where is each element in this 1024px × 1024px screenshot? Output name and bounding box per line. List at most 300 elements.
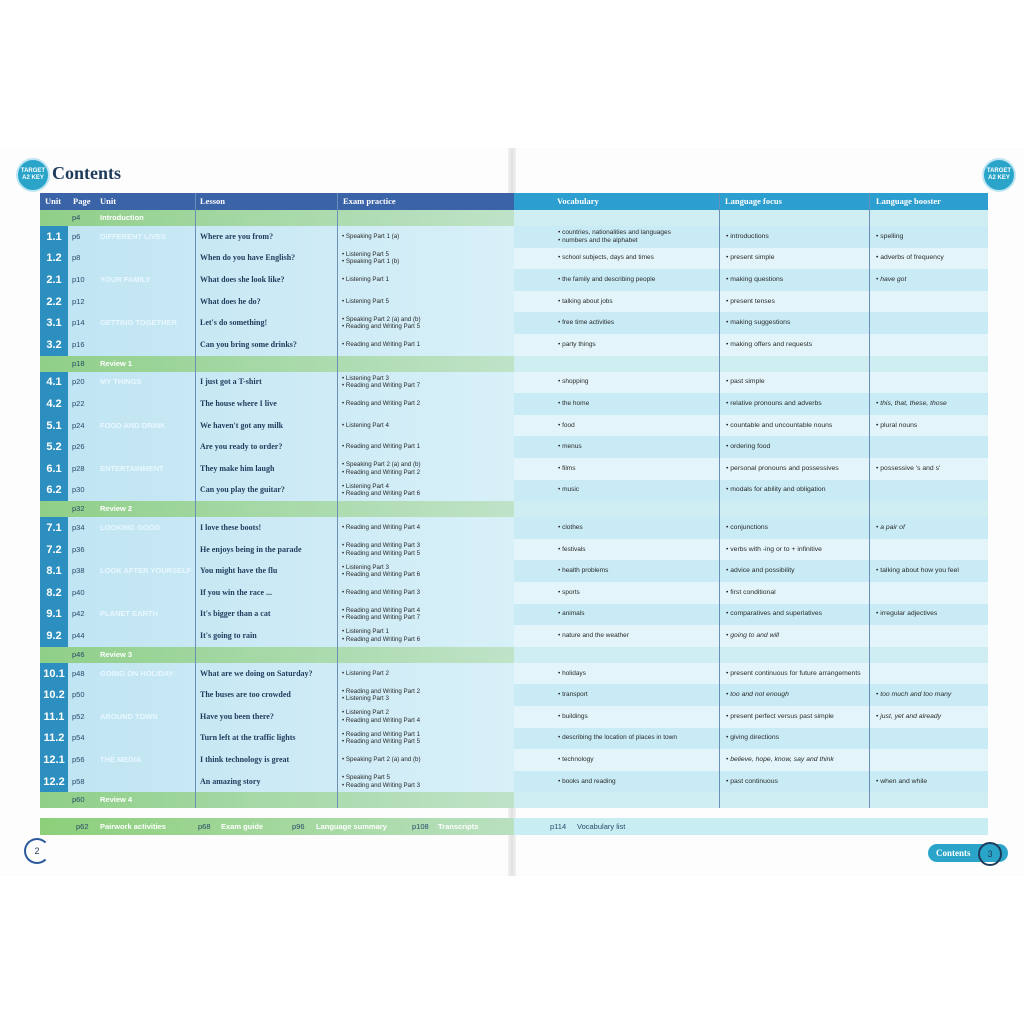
unit-title: FOOD AND DRINK (100, 420, 166, 430)
exam-item: • Reading and Writing Part 1 (342, 730, 421, 738)
exam-practice (342, 539, 472, 561)
unit-number: 7.2 (40, 539, 68, 561)
unit-number: 11.1 (40, 706, 68, 728)
header-exam-practice: Exam practice (343, 196, 396, 206)
unit-number: 6.2 (40, 480, 68, 502)
table-row (40, 269, 988, 291)
language-focus: • past continuous (726, 777, 778, 785)
exam-practice (342, 248, 472, 270)
unit-title (100, 291, 195, 313)
lesson-title: Turn left at the traffic lights (200, 733, 296, 743)
appendix-label: Pairwork activities (100, 822, 166, 831)
table-row (40, 684, 988, 706)
lesson-page: p12 (72, 296, 85, 306)
language-focus: • making offers and requests (726, 340, 813, 348)
lesson-page: p48 (72, 668, 85, 678)
exam-item: • Reading and Writing Part 3 (342, 589, 421, 597)
unit-title: AROUND TOWN (100, 711, 158, 721)
exam-item: • Speaking Part 5 (342, 774, 390, 782)
exam-item: • Listening Part 2 (342, 709, 389, 717)
lesson-page: p44 (72, 630, 85, 640)
unit-title (100, 480, 195, 502)
language-focus: • going to and will (726, 631, 780, 639)
language-focus: • personal pronouns and possessives (726, 464, 839, 472)
exam-practice (342, 436, 472, 458)
unit-number: 12.1 (40, 749, 68, 771)
lesson-title: I just got a T-shirt (200, 377, 262, 387)
lesson-title: Can you play the guitar? (200, 485, 285, 495)
unit-number: 12.2 (40, 771, 68, 793)
exam-item: • Speaking Part 1 (a) (342, 233, 400, 241)
unit-title (100, 728, 195, 750)
vocabulary: • holidays (558, 669, 586, 677)
table-row (40, 604, 988, 626)
exam-item: • Listening Part 2 (342, 669, 389, 677)
language-booster: • this, that, these, those (876, 399, 947, 407)
lesson-title: Are you ready to order? (200, 442, 283, 452)
header-unit: Unit (100, 196, 117, 206)
unit-title (100, 334, 195, 356)
language-booster: • spelling (876, 232, 904, 240)
unit-title (100, 684, 195, 706)
vocabulary: • the family and describing people (558, 275, 656, 283)
lesson-title: They make him laugh (200, 463, 275, 473)
unit-number: 8.2 (40, 582, 68, 604)
table-row (40, 625, 988, 647)
section-label: Review 2 (100, 504, 133, 514)
lesson-title: What are we doing on Saturday? (200, 668, 313, 678)
section-row (40, 356, 988, 372)
language-booster: • plural nouns (876, 421, 918, 429)
language-booster (876, 625, 986, 647)
language-booster: • irregular adjectives (876, 610, 938, 618)
lesson-title: He enjoys being in the parade (200, 544, 302, 554)
vocabulary: • films (558, 464, 576, 472)
target-a2-key-badge-right: TARGET A2 KEY (982, 158, 1016, 192)
lesson-page: p42 (72, 609, 85, 619)
page-number-right: 3 (978, 842, 1002, 866)
unit-title: DIFFERENT LIVES (100, 231, 166, 241)
table-row (40, 771, 988, 793)
vocabulary: • health problems (558, 567, 609, 575)
vocabulary: • music (558, 486, 580, 494)
exam-item: • Reading and Writing Part 6 (342, 635, 421, 643)
section-label: Review 3 (100, 649, 133, 659)
exam-item: • Reading and Writing Part 6 (342, 490, 421, 498)
exam-practice (342, 749, 472, 771)
section-page: p32 (72, 504, 85, 514)
unit-title (100, 539, 195, 561)
lesson-title: Can you bring some drinks? (200, 339, 297, 349)
unit-number: 2.2 (40, 291, 68, 313)
appendix-label: Vocabulary list (577, 822, 626, 831)
exam-item: • Reading and Writing Part 2 (342, 687, 421, 695)
lesson-title: We haven't got any milk (200, 420, 284, 430)
unit-title: LOOKING GOOD (100, 522, 160, 532)
lesson-page: p58 (72, 776, 85, 786)
language-focus: • past simple (726, 378, 765, 386)
lesson-page: p20 (72, 377, 85, 387)
table-row (40, 728, 988, 750)
language-booster (876, 663, 986, 685)
section-label: Introduction (100, 213, 144, 222)
section-row (40, 647, 988, 663)
table-row (40, 436, 988, 458)
vocabulary: • party things (558, 340, 596, 348)
column-divider (195, 193, 196, 808)
unit-number: 4.1 (40, 372, 68, 394)
table-row (40, 291, 988, 313)
lesson-page: p22 (72, 398, 85, 408)
vocabulary: • menus (558, 443, 582, 451)
language-focus: • first conditional (726, 588, 776, 596)
vocabulary: • clothes (558, 523, 583, 531)
exam-practice (342, 604, 472, 626)
language-focus: • modals for ability and obligation (726, 486, 826, 494)
header-language-booster: Language booster (876, 196, 941, 206)
table-row (40, 458, 988, 480)
exam-practice (342, 269, 472, 291)
language-booster: • have got (876, 275, 907, 283)
unit-number: 11.2 (40, 728, 68, 750)
appendix-page: p108 (412, 822, 429, 831)
appendix-label: Exam guide (221, 822, 264, 831)
lesson-title: I love these boots! (200, 522, 262, 532)
exam-practice (342, 480, 472, 502)
exam-item: • Speaking Part 1 (b) (342, 258, 400, 266)
language-booster: • just, yet and already (876, 712, 942, 720)
column-divider (719, 193, 720, 808)
exam-practice (342, 226, 472, 248)
language-focus: • countable and uncountable nouns (726, 421, 833, 429)
unit-title (100, 625, 195, 647)
appendix-page: p114 (550, 822, 567, 831)
table-row (40, 312, 988, 334)
unit-number: 4.2 (40, 393, 68, 415)
table-row (40, 334, 988, 356)
language-booster: • adverbs of frequency (876, 254, 944, 262)
language-booster: • possessive 's and s' (876, 464, 941, 472)
table-row (40, 372, 988, 394)
header-unit-number: Unit (45, 196, 62, 206)
table-row (40, 517, 988, 539)
vocabulary: • festivals (558, 545, 586, 553)
language-booster: • too much and too many (876, 691, 952, 699)
table-row (40, 248, 988, 270)
language-focus: • verbs with -ing or to + infinitive (726, 545, 822, 553)
exam-item: • Reading and Writing Part 7 (342, 614, 421, 622)
unit-number: 9.2 (40, 625, 68, 647)
appendix-page: p68 (198, 822, 211, 831)
table-row (40, 393, 988, 415)
appendix-bar (40, 818, 988, 835)
exam-item: • Reading and Writing Part 2 (342, 400, 421, 408)
exam-item: • Reading and Writing Part 5 (342, 549, 421, 557)
vocabulary: • animals (558, 610, 585, 618)
unit-title: YOUR FAMILY (100, 274, 151, 284)
language-focus: • present continuous for future arrangements (726, 669, 861, 677)
row-background-right (514, 647, 988, 663)
table-row (40, 415, 988, 437)
language-focus: • comparatives and superlatives (726, 610, 823, 618)
unit-number: 3.2 (40, 334, 68, 356)
lesson-title: It's going to rain (200, 630, 257, 640)
vocabulary: • food (558, 421, 575, 429)
table-row (40, 749, 988, 771)
language-booster (876, 582, 986, 604)
language-booster: • a pair of (876, 523, 905, 531)
unit-number: 3.1 (40, 312, 68, 334)
target-a2-key-badge-left: TARGET A2 KEY (16, 158, 50, 192)
unit-number: 5.2 (40, 436, 68, 458)
table-row (40, 480, 988, 502)
lesson-title: What does she look like? (200, 274, 285, 284)
lesson-title: The house where I live (200, 398, 277, 408)
exam-practice (342, 582, 472, 604)
language-booster (876, 728, 986, 750)
section-row (40, 210, 988, 226)
unit-title: LOOK AFTER YOURSELF (100, 566, 192, 576)
language-booster (876, 539, 986, 561)
appendix-page: p96 (292, 822, 305, 831)
unit-title: ENTERTAINMENT (100, 463, 164, 473)
language-booster (876, 749, 986, 771)
exam-item: • Reading and Writing Part 4 (342, 606, 421, 614)
vocabulary: • free time activities (558, 319, 615, 327)
exam-item: • Listening Part 1 (342, 276, 389, 284)
exam-item: • Listening Part 3 (342, 374, 389, 382)
language-focus: • conjunctions (726, 523, 769, 531)
exam-practice (342, 312, 472, 334)
appendix-label: Transcripts (438, 822, 479, 831)
exam-practice (342, 625, 472, 647)
page-number-left: 2 (24, 838, 50, 864)
unit-title: THE MEDIA (100, 754, 142, 764)
vocabulary: • transport (558, 691, 588, 699)
language-focus: • present perfect versus past simple (726, 712, 834, 720)
exam-item: • Reading and Writing Part 2 (342, 468, 421, 476)
lesson-title: It's bigger than a cat (200, 609, 271, 619)
vocabulary: • sports (558, 588, 580, 596)
exam-practice (342, 291, 472, 313)
lesson-title: Where are you from? (200, 231, 274, 241)
vocabulary: • talking about jobs (558, 297, 613, 305)
exam-item: • Listening Part 1 (342, 628, 389, 636)
vocabulary: • buildings (558, 712, 588, 720)
exam-item: • Listening Part 3 (342, 695, 389, 703)
unit-number: 2.1 (40, 269, 68, 291)
lesson-title: If you win the race ... (200, 587, 272, 597)
column-divider (337, 193, 338, 808)
page-number-label: Contents (936, 848, 971, 858)
lesson-title: I think technology is great (200, 754, 290, 764)
section-label: Review 1 (100, 358, 133, 368)
row-background-right (514, 210, 988, 226)
lesson-page: p8 (72, 253, 81, 263)
unit-title: GETTING TOGETHER (100, 318, 177, 328)
vocabulary: • technology (558, 755, 594, 763)
lesson-page: p24 (72, 420, 85, 430)
lesson-page: p40 (72, 587, 85, 597)
lesson-title: What does he do? (200, 296, 261, 306)
header-page: Page (73, 196, 91, 206)
lesson-page: p38 (72, 566, 85, 576)
section-page: p4 (72, 213, 81, 222)
vocabulary: • countries, nationalities and languages • numbers and the alphabet (558, 228, 671, 244)
language-focus: • advice and possibility (726, 567, 795, 575)
exam-practice (342, 415, 472, 437)
lesson-page: p50 (72, 690, 85, 700)
exam-item: • Reading and Writing Part 1 (342, 443, 421, 451)
unit-title (100, 582, 195, 604)
lesson-page: p56 (72, 754, 85, 764)
lesson-title: An amazing story (200, 776, 261, 786)
unit-number: 10.2 (40, 684, 68, 706)
table-row (40, 539, 988, 561)
language-booster (876, 372, 986, 394)
exam-item: • Reading and Writing Part 1 (342, 341, 421, 349)
header-lesson: Lesson (200, 196, 226, 206)
section-row (40, 792, 988, 808)
column-divider (869, 193, 870, 808)
vocabulary: • shopping (558, 378, 589, 386)
section-page: p46 (72, 649, 85, 659)
language-focus: • making suggestions (726, 319, 791, 327)
table-row (40, 663, 988, 685)
exam-item: • Reading and Writing Part 4 (342, 524, 421, 532)
exam-practice (342, 706, 472, 728)
exam-practice (342, 684, 472, 706)
exam-practice (342, 663, 472, 685)
appendix-page: p62 (76, 822, 89, 831)
appendix-label: Language summary (316, 822, 387, 831)
vocabulary: • school subjects, days and times (558, 254, 654, 262)
language-booster (876, 480, 986, 502)
exam-item: • Listening Part 3 (342, 563, 389, 571)
unit-title (100, 393, 195, 415)
vocabulary: • nature and the weather (558, 631, 629, 639)
page-title: Contents (52, 163, 122, 183)
section-page: p60 (72, 795, 85, 805)
lesson-page: p34 (72, 522, 85, 532)
language-focus: • making questions (726, 275, 784, 283)
lesson-page: p16 (72, 339, 85, 349)
language-booster (876, 436, 986, 458)
exam-item: • Speaking Part 2 (a) and (b) (342, 756, 421, 764)
unit-number: 9.1 (40, 604, 68, 626)
exam-item: • Listening Part 5 (342, 297, 389, 305)
exam-practice (342, 372, 472, 394)
lesson-page: p14 (72, 318, 85, 328)
exam-item: • Reading and Writing Part 3 (342, 542, 421, 550)
section-label: Review 4 (100, 795, 133, 805)
exam-practice (342, 771, 472, 793)
exam-item: • Listening Part 4 (342, 482, 389, 490)
row-background-right (514, 792, 988, 808)
language-focus: • believe, hope, know, say and think (726, 755, 834, 763)
language-booster (876, 291, 986, 313)
header-language-focus: Language focus (725, 196, 782, 206)
exam-practice (342, 393, 472, 415)
table-row (40, 706, 988, 728)
language-focus: • giving directions (726, 734, 780, 742)
language-focus: • present tenses (726, 297, 775, 305)
table-row (40, 560, 988, 582)
header-vocabulary: Vocabulary (557, 196, 599, 206)
exam-item: • Reading and Writing Part 6 (342, 571, 421, 579)
lesson-page: p54 (72, 733, 85, 743)
unit-number: 1.2 (40, 248, 68, 270)
exam-item: • Reading and Writing Part 7 (342, 382, 421, 390)
exam-item: • Listening Part 5 (342, 250, 389, 258)
unit-number: 8.1 (40, 560, 68, 582)
vocabulary: • books and reading (558, 777, 616, 785)
lesson-page: p36 (72, 544, 85, 554)
exam-item: • Reading and Writing Part 4 (342, 716, 421, 724)
unit-number: 5.1 (40, 415, 68, 437)
lesson-page: p6 (72, 231, 81, 241)
exam-practice (342, 517, 472, 539)
exam-item: • Reading and Writing Part 3 (342, 781, 421, 789)
lesson-title: You might have the flu (200, 566, 278, 576)
unit-number: 1.1 (40, 226, 68, 248)
language-focus: • ordering food (726, 443, 771, 451)
section-page: p18 (72, 358, 85, 368)
exam-practice (342, 728, 472, 750)
exam-item: • Speaking Part 2 (a) and (b) (342, 315, 421, 323)
lesson-page: p28 (72, 463, 85, 473)
exam-practice (342, 458, 472, 480)
exam-item: • Reading and Writing Part 5 (342, 738, 421, 746)
language-booster: • talking about how you feel (876, 567, 959, 575)
row-background-right (514, 356, 988, 372)
unit-title (100, 436, 195, 458)
language-focus: • too and not enough (726, 691, 789, 699)
lesson-page: p30 (72, 485, 85, 495)
unit-title: PLANET EARTH (100, 609, 158, 619)
lesson-page: p26 (72, 442, 85, 452)
lesson-page: p52 (72, 711, 85, 721)
unit-title: GOING ON HOLIDAY (100, 668, 174, 678)
row-background-right (514, 501, 988, 517)
unit-title (100, 771, 195, 793)
lesson-title: Have you been there? (200, 711, 274, 721)
lesson-title: The buses are too crowded (200, 690, 291, 700)
section-row (40, 501, 988, 517)
exam-practice (342, 560, 472, 582)
unit-number: 10.1 (40, 663, 68, 685)
unit-number: 7.1 (40, 517, 68, 539)
table-row (40, 582, 988, 604)
unit-number: 6.1 (40, 458, 68, 480)
lesson-page: p10 (72, 274, 85, 284)
lesson-title: When do you have English? (200, 253, 296, 263)
lesson-title: Let's do something! (200, 318, 268, 328)
vocabulary: • the home (558, 399, 590, 407)
exam-item: • Speaking Part 2 (a) and (b) (342, 461, 421, 469)
language-focus: • present simple (726, 254, 775, 262)
exam-item: • Reading and Writing Part 5 (342, 323, 421, 331)
language-booster (876, 334, 986, 356)
unit-title (100, 248, 195, 270)
vocabulary: • describing the location of places in town (558, 734, 677, 742)
unit-title: MY THINGS (100, 377, 142, 387)
language-focus: • introductions (726, 232, 769, 240)
language-booster: • when and while (876, 777, 928, 785)
language-booster (876, 312, 986, 334)
exam-item: • Listening Part 4 (342, 421, 389, 429)
table-row (40, 226, 988, 248)
